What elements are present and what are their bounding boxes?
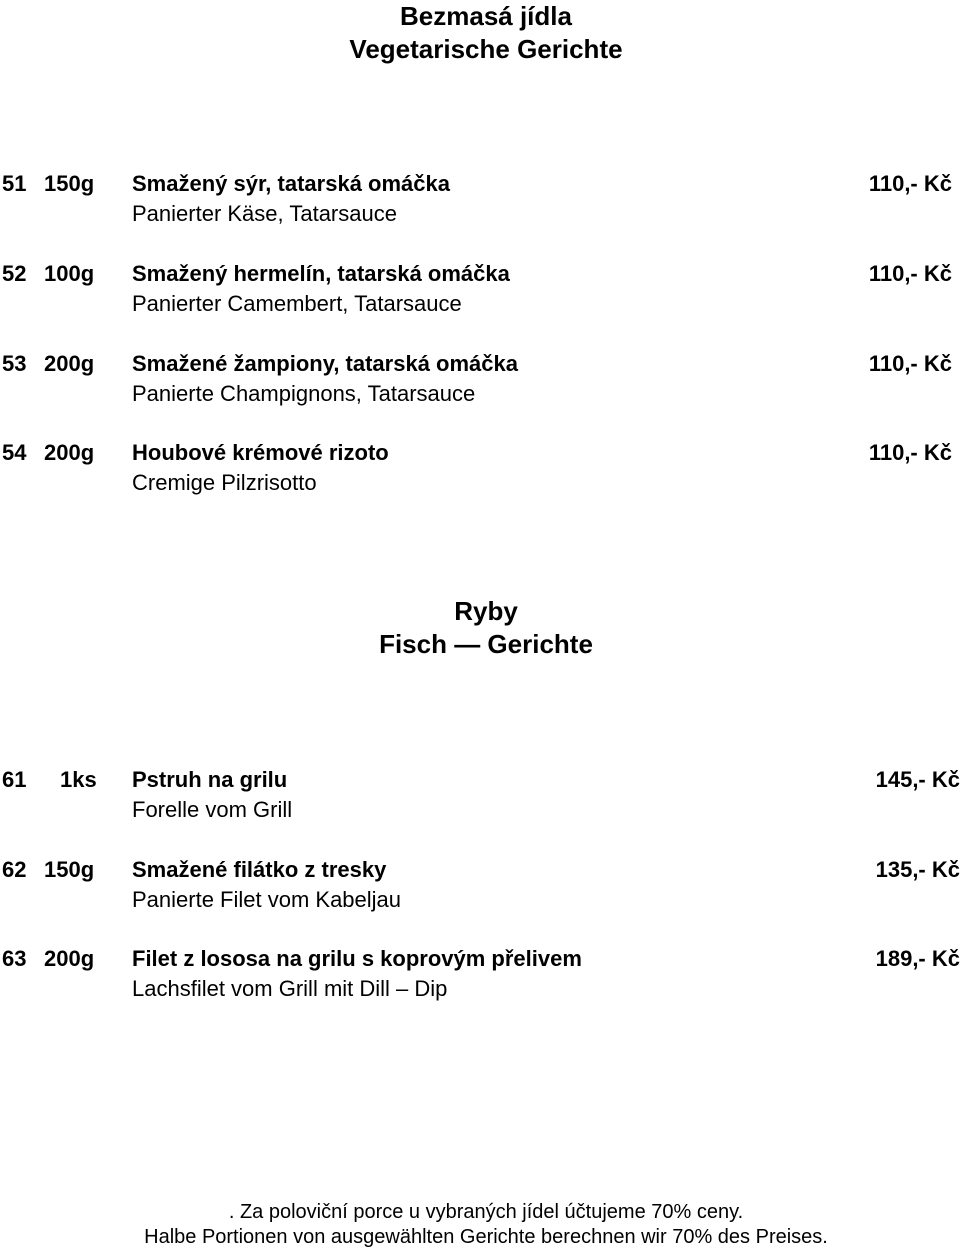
- item-number: 53: [2, 351, 27, 376]
- item-price: 110,- Kč: [868, 261, 952, 286]
- item-price: 135,- Kč: [875, 857, 960, 882]
- item-name: Pstruh na grilu: [132, 767, 288, 792]
- menu-item: [0, 259, 960, 319]
- menu-item: [0, 438, 960, 498]
- item-name: Smažený sýr, tatarská omáčka: [132, 171, 450, 196]
- item-quantity: 150g: [44, 171, 95, 196]
- item-name: Smažený hermelín, tatarská omáčka: [132, 261, 510, 286]
- item-quantity: 200g: [44, 946, 95, 971]
- item-price: 189,- Kč: [875, 946, 960, 971]
- item-price: 110,- Kč: [868, 171, 952, 196]
- section-title-vegetarian-de: Vegetarische Gerichte: [349, 34, 623, 64]
- item-description: Panierte Champignons, Tatarsauce: [132, 381, 476, 406]
- item-number: 62: [2, 857, 27, 882]
- item-description: Panierter Käse, Tatarsauce: [132, 201, 397, 226]
- item-number: 63: [2, 946, 27, 971]
- item-description: Cremige Pilzrisotto: [132, 470, 317, 495]
- item-description: Panierte Filet vom Kabeljau: [132, 887, 402, 912]
- section-title-fish-de: Fisch — Gerichte: [379, 629, 593, 659]
- menu-item: [0, 169, 960, 229]
- section-title-vegetarian-cz: Bezmasá jídla: [400, 1, 572, 31]
- item-quantity: 200g: [44, 440, 95, 465]
- item-name: Smažené žampiony, tatarská omáčka: [132, 351, 518, 376]
- menu-item: [0, 765, 960, 825]
- footer-note-de: Halbe Portionen von ausgewählten Gerichte berechnen wir 70% des Preises.: [144, 1226, 828, 1248]
- item-name: Filet z lososa na grilu s koprovým přelivem: [132, 946, 582, 971]
- section-title-fish-cz: Ryby: [454, 596, 518, 626]
- item-quantity: 150g: [44, 857, 95, 882]
- menu-item: [0, 855, 960, 915]
- item-description: Panierter Camembert, Tatarsauce: [132, 291, 462, 316]
- item-name: Houbové krémové rizoto: [132, 440, 389, 465]
- item-quantity: 200g: [44, 351, 95, 376]
- item-price: 145,- Kč: [875, 767, 960, 792]
- menu-item: [0, 349, 960, 409]
- item-number: 52: [2, 261, 27, 286]
- item-number: 51: [2, 171, 27, 196]
- item-description: Lachsfilet vom Grill mit Dill – Dip: [132, 976, 448, 1001]
- item-number: 61: [2, 767, 27, 792]
- footer-note-cz: . Za poloviční porce u vybraných jídel účtujeme 70% ceny.: [228, 1201, 744, 1223]
- item-number: 54: [2, 440, 27, 465]
- menu-item: [0, 944, 960, 1004]
- item-price: 110,- Kč: [868, 351, 952, 376]
- item-price: 110,- Kč: [868, 440, 952, 465]
- item-quantity: 1ks: [60, 767, 97, 792]
- item-description: Forelle vom Grill: [132, 797, 293, 822]
- item-quantity: 100g: [44, 261, 95, 286]
- item-name: Smažené filátko z tresky: [132, 857, 387, 882]
